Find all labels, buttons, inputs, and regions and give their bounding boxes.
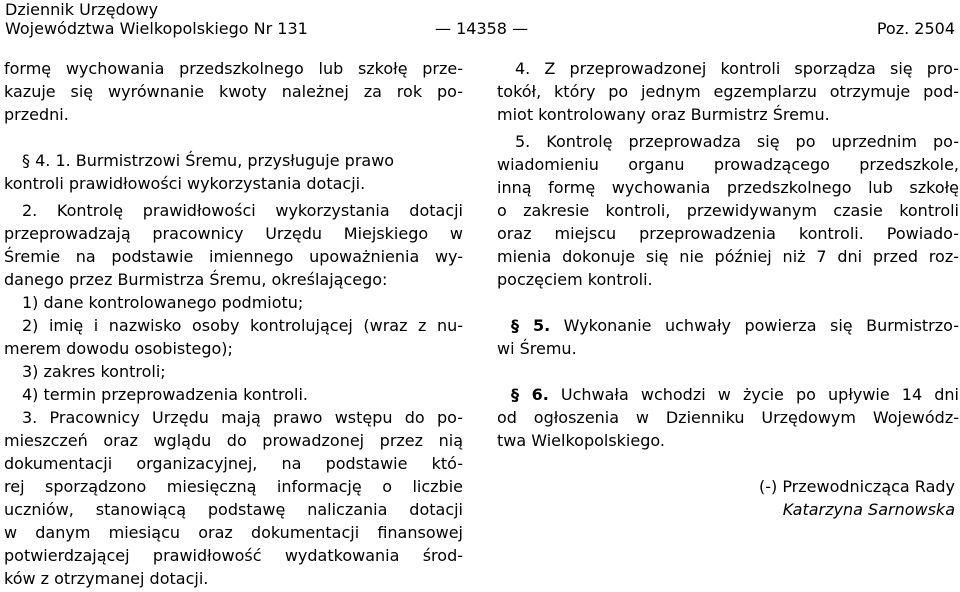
text-line: ków z otrzymanej dotacji. <box>4 569 209 588</box>
text-line: 5. Kontrolę przeprowadza się po uprzednim po- <box>515 132 959 151</box>
text-line: dokumentacji organizacyjnej, na podstawie któ- <box>4 454 463 473</box>
list-item: 3) zakres kontroli; <box>22 362 166 381</box>
text-line: oraz miejscu przeprowadzenia kontroli. Powiado- <box>497 224 959 243</box>
section-4-point-1 <box>4 149 463 195</box>
journal-title: Dziennik Urzędowy <box>5 0 159 19</box>
text-line: tokół, który po jednym egzemplarzu otrzymuje pod- <box>497 82 959 101</box>
section-4-point-5 <box>497 130 959 291</box>
list-item: 4) termin przeprowadzenia kontroli. <box>22 385 308 404</box>
left-column <box>4 57 463 590</box>
text-line: rej sporządzono miesięczną informację o liczbie <box>4 477 463 496</box>
text-span: Wykonanie uchwały powierza się Burmistrzo- <box>563 316 960 335</box>
text-line: inną formę wychowania przedszkolnego lub szkołę <box>497 178 959 197</box>
list-item: merem dowodu osobistego); <box>4 339 233 358</box>
signature-title: (-) Przewodnicząca Rady <box>758 477 955 496</box>
page-header <box>5 0 955 40</box>
section-4-point-2 <box>4 199 463 291</box>
text-line: o zakresie kontroli, przewidywanym czasie kontroli <box>497 201 959 220</box>
text-line: potwierdzającej prawidłowość wydatkowania środ- <box>4 546 463 565</box>
text-span: 1. Burmistrzowi Śremu, przysługuje prawo <box>55 151 395 170</box>
signature-name: Katarzyna Sarnowska <box>782 500 955 519</box>
right-column <box>497 57 959 521</box>
spacer <box>497 360 959 383</box>
text-line: od ogłoszenia w Dzienniku Urzędowym Wojewódz- <box>497 408 959 427</box>
text-line: 2. Kontrolę prawidłowości wykorzystania dotacji <box>22 201 463 220</box>
list-item: 1) dane kontrolowanego podmiotu; <box>22 293 304 312</box>
text-line <box>497 383 959 406</box>
text-line: 3. Pracownicy Urzędu mają prawo wstępu do po- <box>22 408 463 427</box>
paragraph-continuation <box>4 57 463 126</box>
control-items-list <box>4 291 463 406</box>
section-4-point-3 <box>4 406 463 590</box>
text-line: Śremie na podstawie imiennego upoważnienia wy- <box>4 247 463 266</box>
text-line: uczniów, stanowiącą podstawę naliczania dotacji <box>4 500 463 519</box>
text-line: 4. Z przeprowadzonej kontroli sporządza się pro- <box>515 59 959 78</box>
text-line <box>497 314 959 337</box>
spacer <box>497 291 959 314</box>
text-line: przedni. <box>4 105 69 124</box>
section-4-point-4 <box>497 57 959 126</box>
section-mark: § 6. <box>511 385 549 404</box>
text-line <box>4 149 463 172</box>
section-5 <box>497 314 959 360</box>
journal-issue: Województwa Wielkopolskiego Nr 131 <box>5 19 308 38</box>
text-line: poczęciem kontroli. <box>497 270 653 289</box>
text-line: wiadomieniu organu prowadzącego przedszkole, <box>497 155 959 174</box>
text-line: danego przez Burmistrza Śremu, określającego: <box>4 270 388 289</box>
text-line: wi Śremu. <box>497 339 577 358</box>
page-number: — 14358 — <box>435 19 529 38</box>
text-line: kontroli prawidłowości wykorzystania dotacji. <box>4 174 366 193</box>
text-line: kazuje się wyrównanie kwoty należnej za rok po- <box>4 82 463 101</box>
text-line: twa Wielkopolskiego. <box>497 431 665 450</box>
section-mark: § 5. <box>511 316 551 335</box>
text-span: Uchwała wchodzi w życie po upływie 14 dni <box>560 385 960 404</box>
spacer <box>4 126 463 149</box>
text-line: mienia dokonuje się nie później niż 7 dni przed roz- <box>497 247 959 266</box>
section-6 <box>497 383 959 452</box>
text-line: formę wychowania przedszkolnego lub szkołę prze- <box>4 59 463 78</box>
text-line: miot kontrolowany oraz Burmistrz Śremu. <box>497 105 830 124</box>
position-number: Poz. 2504 <box>876 19 955 38</box>
spacer <box>497 452 959 475</box>
list-item: 2) imię i nazwisko osoby kontrolującej (wraz z nu- <box>22 316 463 335</box>
text-line: przeprowadzają pracownicy Urzędu Miejskiego w <box>4 224 463 243</box>
section-mark: § 4. <box>22 151 51 170</box>
text-line: mieszczeń oraz wglądu do prowadzonej przez nią <box>4 431 463 450</box>
text-line: w danym miesiącu oraz dokumentacji finansowej <box>4 523 463 542</box>
